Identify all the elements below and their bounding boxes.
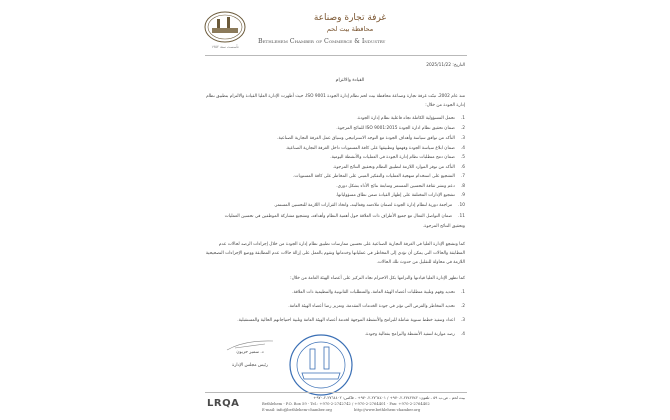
list-item: 9.تشجيع الإدارات المختلفة على إظهار القيادة ضمن نطاق مسؤولياتها. (335, 193, 465, 198)
list-item: 3.التأكد من توافق سياسة وأهداف الجودة مع التوجه الاستراتيجي وسياق عمل الغرفة التجارية الصناعية. (277, 136, 465, 141)
list-item: 8.دعم ونشر ثقافة التحسين المستمر ومتابعة نتائج الأداء بشكل دوري. (336, 183, 465, 189)
date-value: 2025/11/22 (426, 63, 452, 68)
footer-email: E-mail: info@bethlehem-chamber.org (262, 408, 332, 412)
arabic-name-line2: محافظة بيت لحم (326, 25, 374, 33)
list-item: 2.ضمان تحقيق نظام ادارة الجودة ISO 9001:2015 للنتائج المرجوة. (336, 126, 465, 131)
footer-website[interactable]: http://www.bethlehem-chamber.org (354, 408, 421, 412)
letter-title: القيادة والالتزام (335, 78, 365, 83)
footer-divider (205, 392, 467, 393)
official-stamp (288, 333, 354, 397)
list-item: 10.مراجعة دورية لنظام إدارة الجودة لضمان ملاءمته وفعاليته، واتخاذ القرارات اللازمة للتحسين المستمر. (273, 202, 465, 208)
list-item: 3.اعداد وتنفيذ خطط سنوية شاملة للبرامج والأنشطة الموجهة لخدمة أعضاء الهيئة العامة وتلبية احتياجاتهم الحالية والمستقبلية. (237, 318, 465, 323)
list-item: 2.تحديد المخاطر والفرص التي تؤثر في جودة الخدمات المقدمة، وتعزيز رضا أعضاء الهيئة العامة. (288, 304, 465, 309)
paragraph-3: كما تظهر الإدارة العليا قيادتها والتزامها بكل الاحترام تجاه التركيز على أعضاء الهيئة العامة من خلال: (290, 276, 465, 281)
list-item: 11.ضمان التواصل الفعال مع جميع الأطراف ذات العلاقة حول أهمية النظام وأهدافه، وتشجيع مشاركة الموظفين في تحسين العمليات وتحقيق النتائج المرجوة. (224, 214, 465, 229)
list-item: 6.التأكد من توفر الموارد اللازمة لتطبيق النظام وتحقيق النتائج المرجوة. (332, 164, 465, 170)
list-item: 7.التشجيع على استخدام منهجية العمليات والتفكير المبني على المخاطر على كافة المستويات. (293, 174, 465, 179)
footer-arabic-address: بيت لحم - ص.ب ٥٩ - تلفون: ٢٧٤٢٧٤٢-٢-٩٧٠+ / ٢٧٦٤٤٠١-٢-٩٧٠+ - فاكس: ٢٧٦٤٤٠٢-٢-٩٧٠+ (313, 395, 465, 400)
english-name: Bethlehem Chamber of Commerce & Industry (258, 38, 386, 45)
list-item: 1.تحمل المسؤولية الكاملة تجاه فاعلية نظام إدارة الجودة. (356, 116, 465, 121)
signature (225, 337, 275, 351)
chamber-logo (203, 10, 247, 44)
signatory-title: رئيس مجلس الإدارة (232, 363, 268, 368)
signatory-name: د. سمير حزبون (236, 350, 264, 355)
paragraph-2: كما وتشجع الإدارة العليا في الغرفة التجارية الصناعية على تحسين ممارسات تطبيق نظام إدارة الجودة من خلال إجراءات الرصد لحالات عدم المطابقة والحالات التي يمكن أن تؤدي إلى المخاطر في عملياتها وخدماتها وتقوم بالعمل على إزالة حالات عدم المطابقة ووضع الإجراءات التصحيحية اللازمة في محاولة للتقليل من حدوث تلك الحالات. (205, 242, 465, 265)
list-item: 4.رصد موازنة لتنفيذ الأنشطة والبرامج بفعالية وجودة. (364, 332, 465, 337)
lrqa-logo: LRQA (207, 398, 240, 409)
founded-text: تأسست سنة ١٩٥٢ (211, 45, 239, 49)
intro-paragraph: منذ عام 2002، تبنّت غرفة تجارة وصناعة محافظة بيت لحم نظام إدارة الجودة ISO 9001، حيث أظهرت الإدارة العليا القيادة والالتزام بتطبيق نظام إدارة الجودة من خلال: (206, 94, 465, 108)
footer-english-address: Bethlehem - P.O. Box 59 - Tel.: +970-2-2742742 / +970-2-2764401 - Fax: +970-2-2764402 (262, 402, 430, 406)
date-line (426, 63, 465, 68)
list-item: 1.تحديد وفهم وتلبية متطلبات أعضاء الهيئة العامة، والمتطلبات القانونية والتنظيمية ذات العلاقة. (292, 290, 465, 295)
list-item: 4.ضمان ابلاغ سياسة الجودة وفهمها وتطبيقها على كافة المستويات داخل الغرفة التجارية الصناعية. (285, 145, 465, 151)
date-label: التاريخ: (452, 63, 465, 68)
arabic-name-line1: غرفة تجارة وصناعة (313, 13, 387, 23)
list-item: 5.ضمان دمج متطلبات نظام إدارة الجودة في العمليات والأنشطة اليومية. (330, 155, 465, 160)
header-divider (205, 55, 467, 56)
